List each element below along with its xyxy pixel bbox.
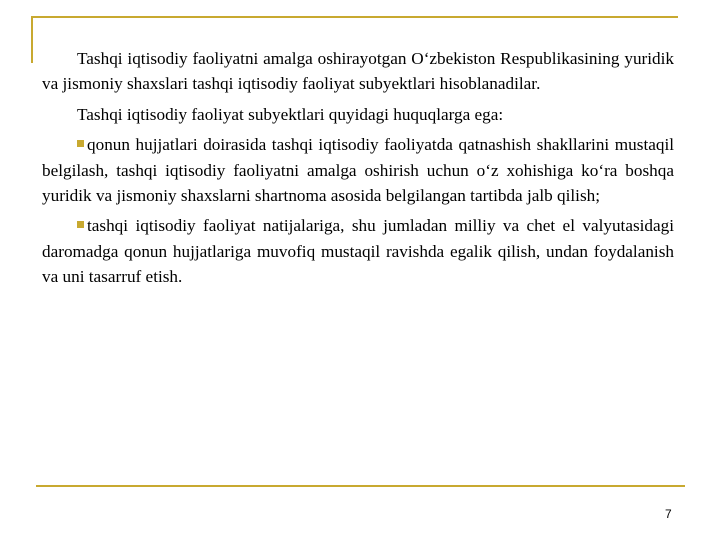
- paragraph-rights-intro: Tashqi iqtisodiy faoliyat subyektlari quyidagi huquqlarga ega:: [77, 104, 504, 124]
- slide-body: [42, 46, 674, 295]
- bullet-text: tashqi iqtisodiy faoliyat natijalariga, shu jumladan milliy va chet el valyutasidagi daromadga qonun hujjatlariga muvofiq mustaqil ravishda egalik qilish, undan foydalanish va uni tasarruf etish.: [42, 216, 674, 287]
- paragraph-subjects-definition: Tashqi iqtisodiy faoliyatni amalga oshirayotgan O‘zbekiston Respublikasining yuridik va jismoniy shaxslari tashqi iqtisodiy faoliyat subyektlari hisoblanadilar.: [42, 49, 674, 94]
- page-number: 7: [665, 507, 672, 521]
- bullet-text: qonun hujjatlari doirasida tashqi iqtisodiy faoliyatda qatnashish shakllarini mustaqil belgilash, tashqi iqtisodiy faoliyatni amalga oshirish uchun o‘z xohishiga ko‘ra boshqa yuridik va jismoniy shaxslarni shartnoma asosida belgilangan tartibda jalb qilish;: [42, 135, 674, 206]
- bullet-item-income: [42, 213, 674, 289]
- frame-top-line: [31, 16, 678, 18]
- square-bullet-icon: [77, 140, 84, 147]
- bullet-item-participation: [42, 132, 674, 208]
- square-bullet-icon: [77, 221, 84, 228]
- frame-bottom-line: [36, 485, 685, 487]
- frame-left-line: [31, 16, 33, 63]
